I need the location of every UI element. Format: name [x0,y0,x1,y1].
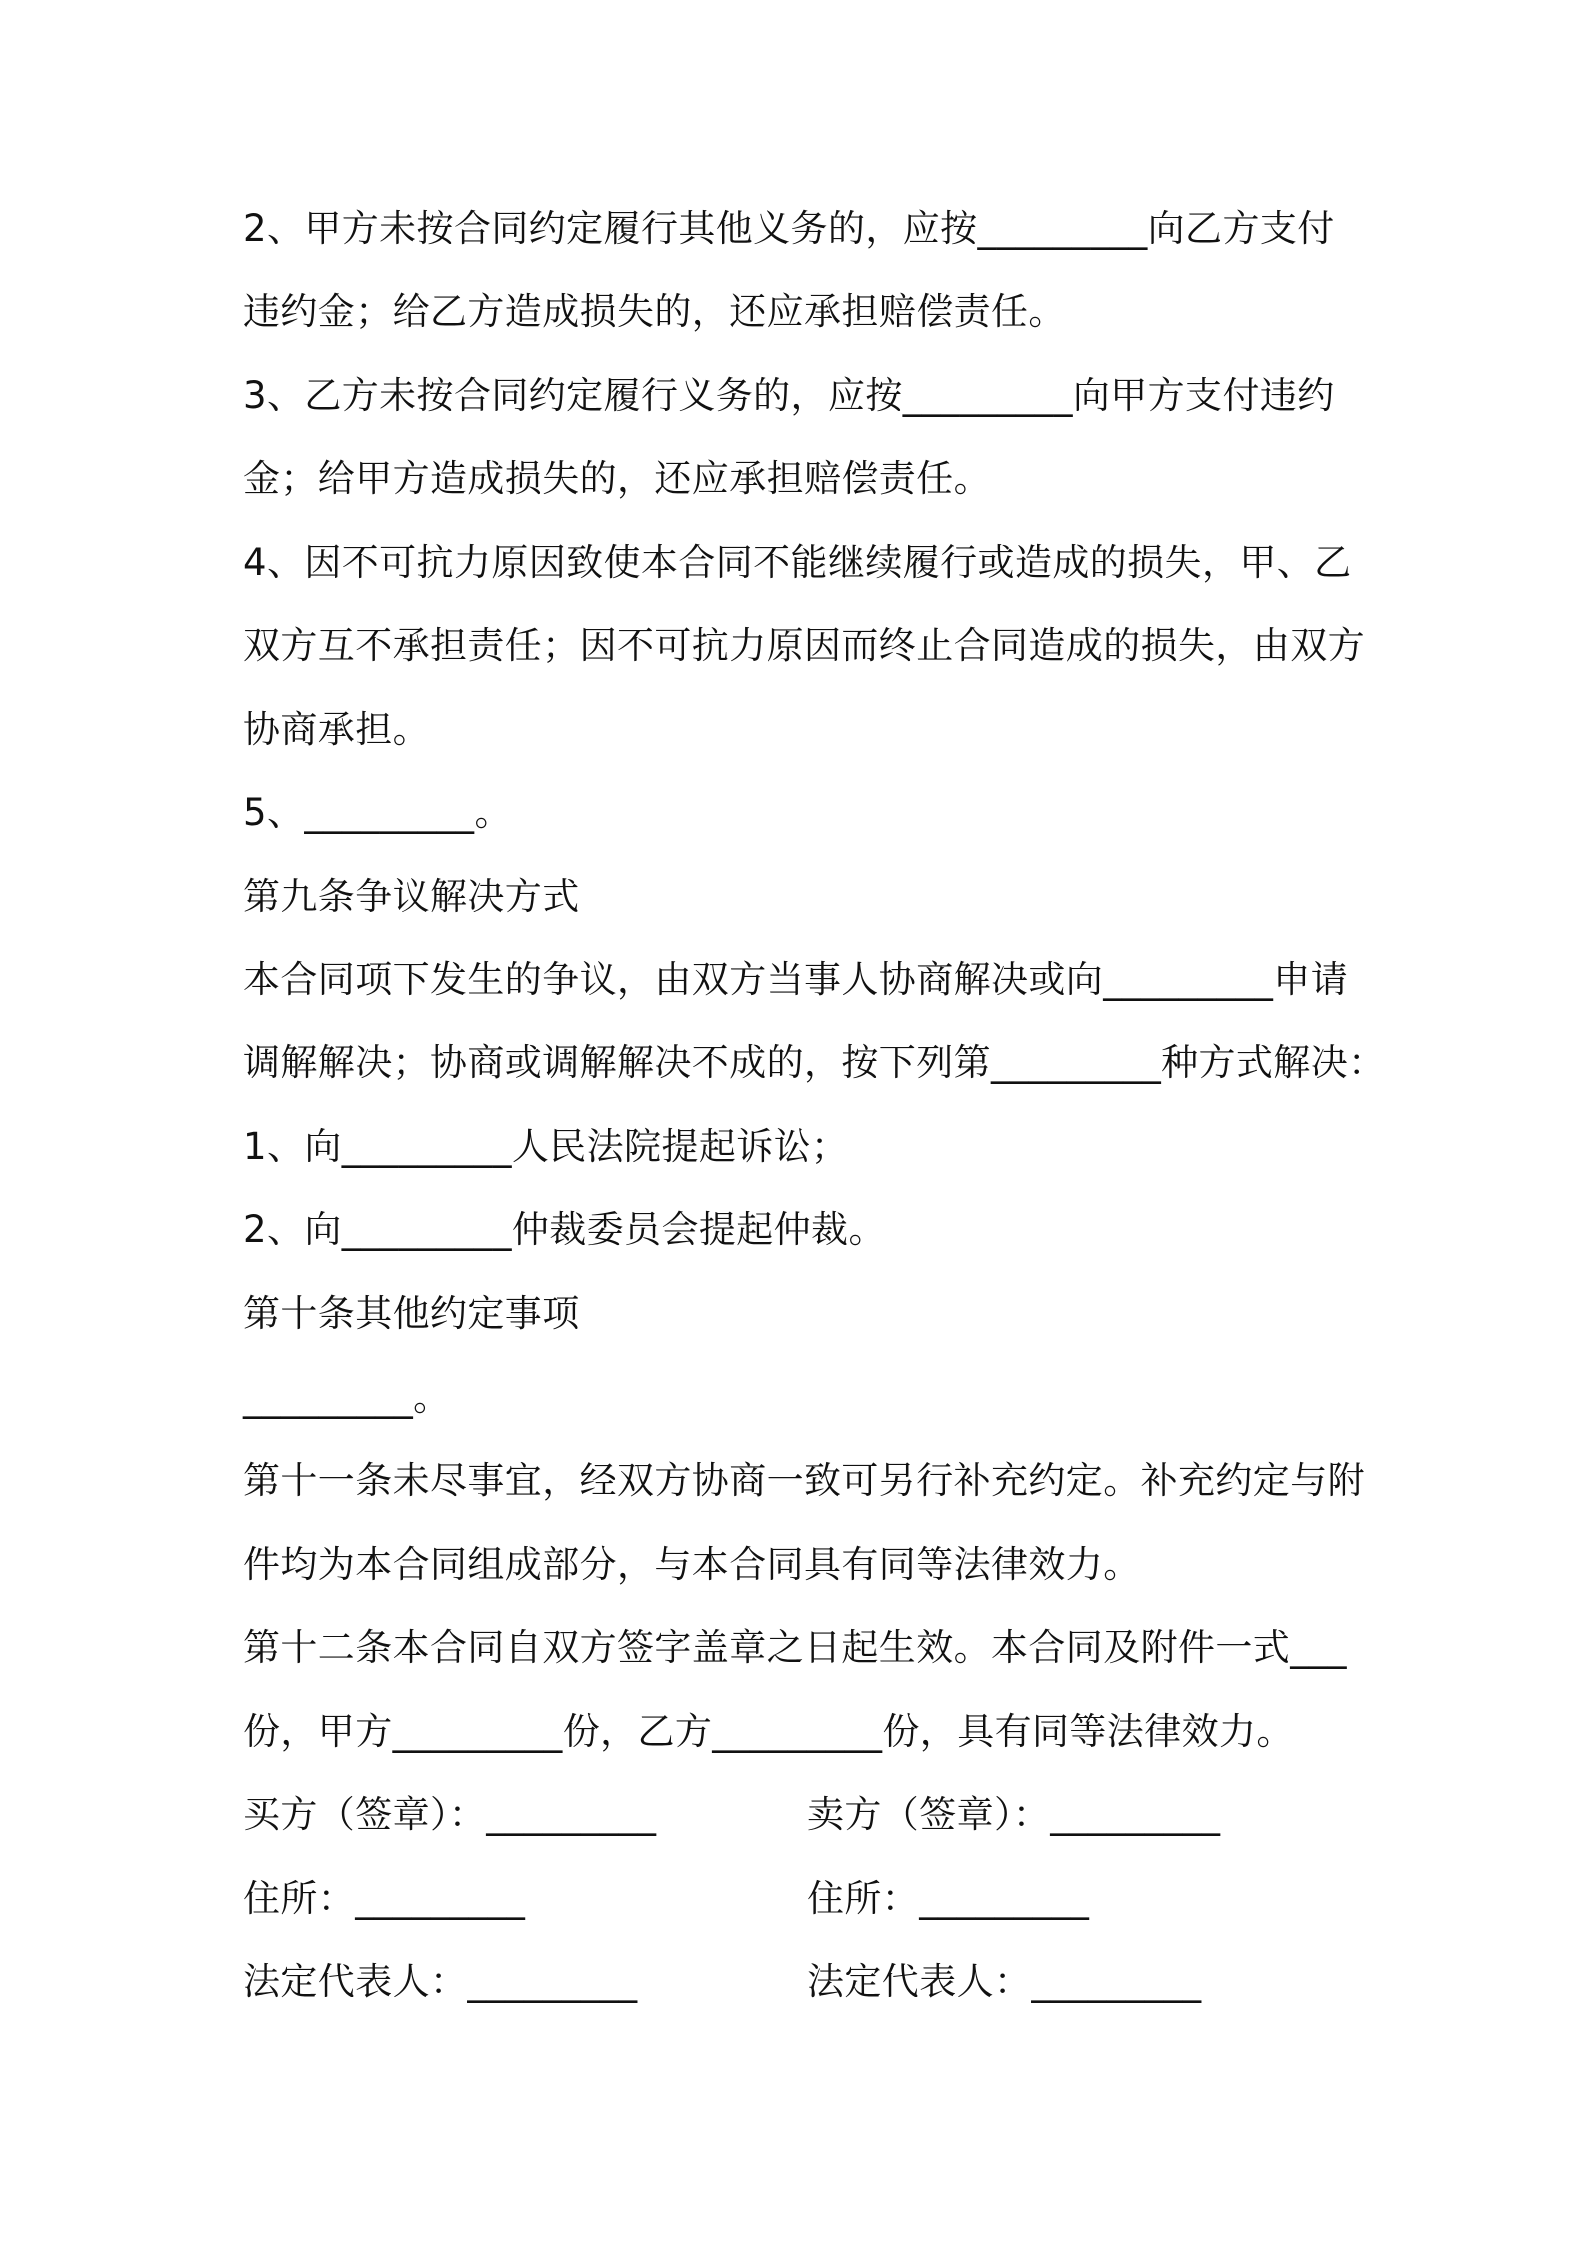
section-heading: 第九条争议解决方式 [243,875,580,918]
clause-line: 3、乙方未按合同约定履行义务的，应按_________向甲方支付违约 [243,374,1335,417]
clause-line: 本合同项下发生的争议，由双方当事人协商解决或向_________申请 [243,958,1349,1001]
buyer-address: 住所：_________ [243,1877,526,1920]
clause-line: 2、向_________仲裁委员会提起仲裁。 [243,1208,886,1251]
clause-line: 5、_________。 [243,791,512,834]
clause-line: 金；给甲方造成损失的，还应承担赔偿责任。 [243,457,991,500]
clause-line: _________。 [243,1376,451,1419]
clause-line: 4、因不可抗力原因致使本合同不能继续履行或造成的损失，甲、乙 [243,541,1352,584]
clause-line: 件均为本合同组成部分，与本合同具有同等法律效力。 [243,1543,1141,1586]
clause-line: 双方互不承担责任；因不可抗力原因而终止合同造成的损失，由双方 [243,624,1365,667]
seller-address: 住所：_________ [807,1877,1090,1920]
buyer-legal-representative: 法定代表人：_________ [243,1960,638,2003]
clause-line: 第十一条未尽事宜，经双方协商一致可另行补充约定。补充约定与附 [243,1459,1365,1502]
clause-line: 2、甲方未按合同约定履行其他义务的，应按_________向乙方支付 [243,207,1335,250]
buyer-signature: 买方（签章）：_________ [243,1793,657,1836]
seller-legal-representative: 法定代表人：_________ [807,1960,1202,2003]
clause-line: 份，甲方_________份，乙方_________份，具有同等法律效力。 [243,1710,1294,1753]
clause-line: 违约金；给乙方造成损失的，还应承担赔偿责任。 [243,290,1066,333]
clause-line: 第十二条本合同自双方签字盖章之日起生效。本合同及附件一式___ [243,1626,1347,1669]
clause-line: 协商承担。 [243,708,430,751]
section-heading: 第十条其他约定事项 [243,1292,580,1335]
seller-signature: 卖方（签章）：_________ [807,1793,1221,1836]
clause-line: 1、向_________人民法院提起诉讼； [243,1125,849,1168]
clause-line: 调解解决；协商或调解解决不成的，按下列第_________种方式解决： [243,1041,1386,1084]
